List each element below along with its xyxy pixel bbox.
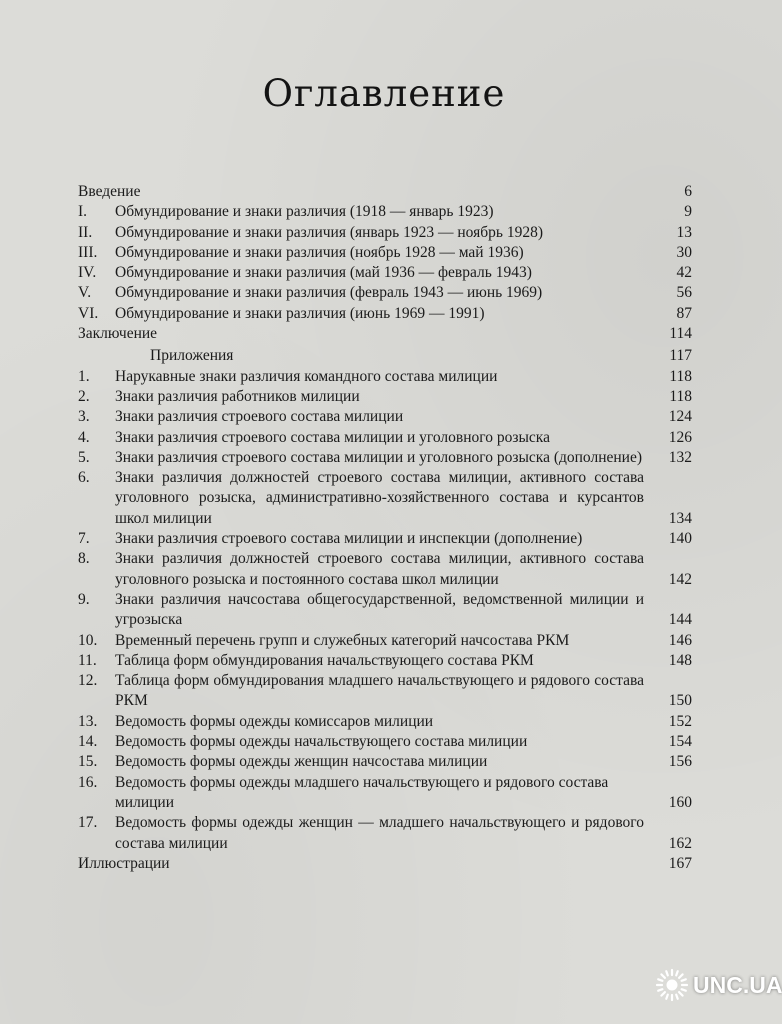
page-title: Оглавление bbox=[262, 72, 506, 115]
toc-entry-page-number: 114 bbox=[669, 325, 692, 343]
toc-entry-page-number: 150 bbox=[668, 692, 692, 710]
toc-entry-page-number: 118 bbox=[669, 367, 692, 385]
toc-entry bbox=[78, 387, 692, 407]
toc-entry-number: IV. bbox=[78, 264, 97, 282]
toc-entry-number: 9. bbox=[78, 590, 90, 608]
toc-section-heading bbox=[78, 346, 692, 366]
toc-entry-number: 3. bbox=[78, 408, 90, 426]
toc-entry-title: Знаки различия работников милиции bbox=[115, 387, 360, 405]
toc-entry-page-number: 148 bbox=[668, 651, 692, 669]
toc-entry-title: Знаки различия должностей строевого состава милиции, активного состава уголовного розыска и постоянного состава школ милиции bbox=[115, 550, 644, 588]
toc-entry-page-number: 132 bbox=[668, 448, 692, 466]
toc-entry-title: Знаки различия начсостава общегосударственной, ведомственной милиции и угрозыска bbox=[115, 590, 644, 629]
toc-entry-page-number: 167 bbox=[668, 854, 692, 872]
toc-entry bbox=[78, 468, 692, 529]
toc-entry-page-number: 9 bbox=[684, 203, 692, 221]
toc-entry-title: Обмундирование и знаки различия (май 1936 — февраль 1943) bbox=[115, 264, 532, 282]
toc-entry-number: 7. bbox=[78, 530, 90, 548]
toc-entry bbox=[78, 671, 692, 712]
watermark-text: UNC.UA bbox=[693, 971, 782, 998]
toc-entry-title: Ведомость формы одежды комиссаров милиции bbox=[115, 712, 434, 730]
toc-entry-page-number: 162 bbox=[668, 834, 692, 852]
toc-entry-title: Таблица форм обмундирования начальствующего состава РКМ bbox=[115, 651, 534, 669]
toc-entry-title: Приложения bbox=[150, 347, 234, 365]
toc-entry-page-number: 160 bbox=[668, 793, 692, 811]
toc-entry bbox=[78, 202, 692, 222]
toc-entry bbox=[78, 590, 692, 631]
toc-entry-number: III. bbox=[78, 243, 98, 261]
toc-entry-number: 8. bbox=[78, 550, 90, 568]
toc-entry-title: Ведомость формы одежды женщин — младшего начальствующего и рядового состава милиции bbox=[115, 814, 644, 852]
toc-entry-number: 5. bbox=[78, 448, 90, 466]
toc-entry bbox=[78, 631, 692, 651]
toc-entry bbox=[78, 712, 692, 732]
toc-entry-title: Нарукавные знаки различия командного состава милиции bbox=[115, 367, 498, 385]
toc-entry-number: 16. bbox=[78, 773, 98, 791]
toc-entry bbox=[78, 182, 692, 202]
toc-entry-number: 11. bbox=[78, 651, 97, 669]
toc-entry-page-number: 142 bbox=[668, 570, 692, 588]
toc-entry-number: 10. bbox=[78, 631, 98, 649]
toc-entry-number: VI. bbox=[78, 304, 99, 322]
toc-entry-title: Заключение bbox=[78, 325, 158, 343]
toc-entry-title: Обмундирование и знаки различия (январь 1923 — ноябрь 1928) bbox=[115, 223, 543, 241]
toc-entry-title: Иллюстрации bbox=[78, 854, 170, 872]
toc-entry bbox=[78, 651, 692, 671]
toc-entry-page-number: 30 bbox=[676, 243, 692, 261]
toc-entry bbox=[78, 243, 692, 263]
toc-entry-title: Введение bbox=[78, 183, 141, 200]
toc-entry-number: I. bbox=[78, 203, 88, 221]
sun-logo-icon bbox=[655, 968, 689, 1002]
toc-entry-page-number: 56 bbox=[676, 284, 692, 302]
toc-entry-number: 6. bbox=[78, 469, 90, 487]
watermark bbox=[655, 968, 782, 1002]
toc-entry bbox=[78, 732, 692, 752]
toc-entry-title: Ведомость формы одежды начальствующего состава милиции bbox=[115, 733, 528, 751]
toc-entry-number: 4. bbox=[78, 428, 90, 446]
toc-entry-page-number: 126 bbox=[668, 428, 692, 446]
toc-entry-number: V. bbox=[78, 284, 92, 302]
toc-entry-page-number: 124 bbox=[668, 408, 692, 426]
toc-entry bbox=[78, 813, 692, 854]
toc-entry bbox=[78, 263, 692, 283]
toc-entry-title: Таблица форм обмундирования младшего начальствующего и рядового состава РКМ bbox=[115, 672, 644, 710]
toc-entry bbox=[78, 448, 692, 468]
table-of-contents bbox=[78, 182, 692, 874]
toc-entry bbox=[78, 367, 692, 387]
toc-entry-page-number: 118 bbox=[669, 387, 692, 405]
toc-entry-title: Ведомость формы одежды женщин начсостава милиции bbox=[115, 753, 488, 771]
toc-entry-title: Обмундирование и знаки различия (июнь 1969 — 1991) bbox=[115, 304, 485, 322]
toc-entry-number: 1. bbox=[78, 367, 90, 385]
toc-entry-title: Знаки различия строевого состава милиции bbox=[115, 408, 404, 426]
toc-entry-number: 12. bbox=[78, 672, 98, 690]
toc-entry bbox=[78, 428, 692, 448]
toc-entry bbox=[78, 529, 692, 549]
toc-entry-title: Обмундирование и знаки различия (февраль 1943 — июнь 1969) bbox=[115, 284, 543, 302]
toc-entry bbox=[78, 549, 692, 590]
toc-entry-page-number: 152 bbox=[668, 712, 692, 730]
toc-entry-title: Ведомость формы одежды младшего начальствующего и рядового состава милиции bbox=[115, 773, 609, 811]
toc-entry-page-number: 42 bbox=[676, 264, 692, 282]
toc-entry-number: 17. bbox=[78, 814, 98, 832]
toc-entry-title: Обмундирование и знаки различия (ноябрь 1928 — май 1936) bbox=[115, 243, 524, 261]
toc-entry bbox=[78, 283, 692, 303]
toc-entry-page-number: 87 bbox=[676, 304, 692, 322]
toc-entry bbox=[78, 773, 692, 814]
toc-entry-title: Знаки различия строевого состава милиции и инспекции (дополнение) bbox=[115, 530, 583, 548]
toc-entry-page-number: 156 bbox=[668, 753, 692, 771]
toc-entry-title: Знаки различия строевого состава милиции и уголовного розыска (дополнение) bbox=[115, 448, 643, 466]
toc-entry-page-number: 154 bbox=[668, 733, 692, 751]
toc-entry-title: Временный перечень групп и служебных категорий начсостава РКМ bbox=[115, 631, 570, 649]
toc-entry bbox=[78, 752, 692, 772]
toc-entry-number: 13. bbox=[78, 712, 98, 730]
toc-entry bbox=[78, 407, 692, 427]
toc-entry-number: 2. bbox=[78, 387, 90, 405]
toc-entry-page-number: 117 bbox=[669, 347, 692, 365]
toc-entry-page-number: 146 bbox=[668, 631, 692, 649]
toc-entry-title: Знаки различия должностей строевого состава милиции, активного состава уголовного розыска, административно-хозяйственного состава и курсантов школ милиции bbox=[115, 469, 644, 527]
toc-entry bbox=[78, 304, 692, 324]
toc-entry-page-number: 144 bbox=[668, 611, 692, 629]
toc-entry-page-number: 140 bbox=[668, 530, 692, 548]
toc-entry-title: Обмундирование и знаки различия (1918 — январь 1923) bbox=[115, 203, 494, 221]
toc-entry-page-number: 134 bbox=[668, 509, 692, 527]
toc-entry-number: 15. bbox=[78, 753, 98, 771]
toc-entry bbox=[78, 324, 692, 344]
toc-entry-page-number: 6 bbox=[684, 183, 692, 200]
toc-entry-number: 14. bbox=[78, 733, 98, 751]
toc-entry bbox=[78, 854, 692, 874]
toc-entry-number: II. bbox=[78, 223, 93, 241]
toc-entry-title: Знаки различия строевого состава милиции и уголовного розыска bbox=[115, 428, 550, 446]
toc-entry-page-number: 13 bbox=[676, 223, 692, 241]
toc-entry bbox=[78, 223, 692, 243]
